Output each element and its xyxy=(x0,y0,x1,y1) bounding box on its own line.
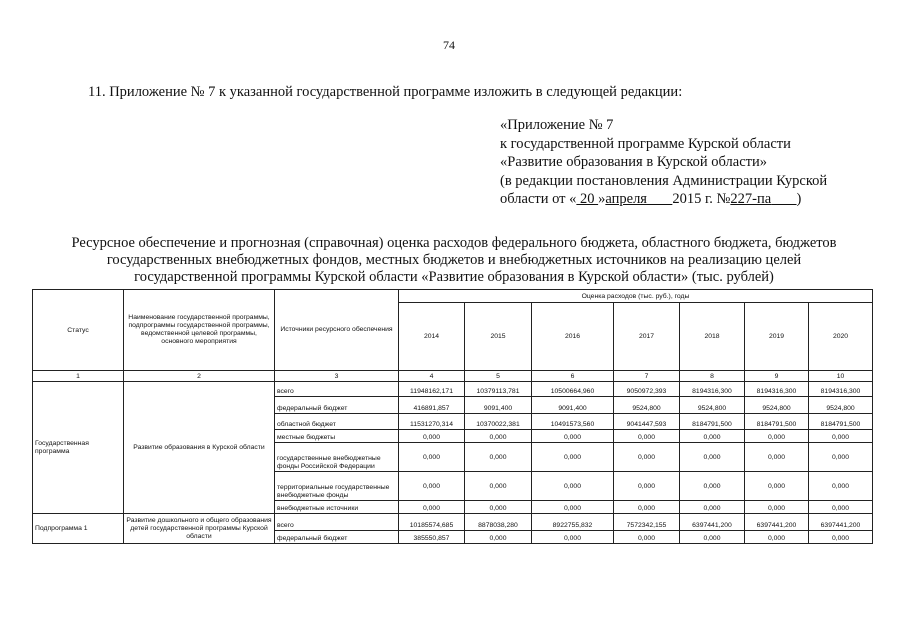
table-row xyxy=(33,514,873,531)
header-year: 2015 xyxy=(465,303,532,371)
header-status: Статус xyxy=(33,290,124,371)
source-cell: всего xyxy=(275,382,399,397)
column-number: 7 xyxy=(614,371,680,382)
value-cell: 9524,800 xyxy=(809,397,873,414)
value-cell: 0,000 xyxy=(614,430,680,443)
appendix-line: «Развитие образования в Курской области» xyxy=(500,154,768,170)
value-cell: 385550,857 xyxy=(399,531,465,544)
value-cell: 0,000 xyxy=(399,443,465,472)
value-cell: 0,000 xyxy=(399,501,465,514)
value-cell: 0,000 xyxy=(745,443,809,472)
appendix-line: к государственной программе Курской области xyxy=(500,135,791,152)
value-cell: 8194316,300 xyxy=(809,382,873,397)
source-cell: местные бюджеты xyxy=(275,430,399,443)
value-cell: 6397441,200 xyxy=(809,514,873,531)
value-cell: 0,000 xyxy=(809,501,873,514)
appendix-line: «Приложение № 7 xyxy=(500,117,614,133)
appendix-date-prefix: области от « xyxy=(500,191,577,207)
value-cell: 6397441,200 xyxy=(745,514,809,531)
amendment-paragraph: 11. Приложение № 7 к указанной государственной программе изложить в следующей редакции: xyxy=(88,84,683,100)
header-sources: Источники ресурсного обеспечения xyxy=(275,290,399,371)
value-cell: 8922755,832 xyxy=(532,514,614,531)
value-cell: 9041447,593 xyxy=(614,414,680,430)
header-year: 2020 xyxy=(809,303,873,371)
source-cell: областной бюджет xyxy=(275,414,399,430)
header-year: 2014 xyxy=(399,303,465,371)
header-year: 2017 xyxy=(614,303,680,371)
value-cell: 8194316,300 xyxy=(745,382,809,397)
value-cell: 0,000 xyxy=(809,472,873,501)
column-number: 8 xyxy=(680,371,745,382)
value-cell: 0,000 xyxy=(745,472,809,501)
appendix-note xyxy=(500,116,827,209)
column-number: 3 xyxy=(275,371,399,382)
value-cell: 6397441,200 xyxy=(680,514,745,531)
header-year: 2019 xyxy=(745,303,809,371)
source-cell: всего xyxy=(275,514,399,531)
number-value: 227-па xyxy=(730,191,772,207)
value-cell: 0,000 xyxy=(809,430,873,443)
value-cell: 9524,800 xyxy=(745,397,809,414)
value-cell: 0,000 xyxy=(465,501,532,514)
value-cell: 0,000 xyxy=(680,501,745,514)
value-cell: 10379113,781 xyxy=(465,382,532,397)
column-number: 2 xyxy=(124,371,275,382)
value-cell: 8194316,300 xyxy=(680,382,745,397)
appendix-month xyxy=(605,191,672,207)
value-cell: 0,000 xyxy=(465,472,532,501)
column-number: 1 xyxy=(33,371,124,382)
month-value: апреля xyxy=(605,191,647,207)
value-cell: 0,000 xyxy=(745,531,809,544)
value-cell: 8878038,280 xyxy=(465,514,532,531)
value-cell: 0,000 xyxy=(809,531,873,544)
heading-line: государственной программы Курской области «Развитие образования в Курской области» (тыс. рублей) xyxy=(134,269,774,285)
source-cell: федеральный бюджет xyxy=(275,397,399,414)
column-number: 4 xyxy=(399,371,465,382)
table-heading xyxy=(24,235,884,286)
value-cell: 0,000 xyxy=(399,472,465,501)
value-cell: 0,000 xyxy=(680,430,745,443)
resource-table xyxy=(32,289,873,544)
value-cell: 10491573,560 xyxy=(532,414,614,430)
appendix-day xyxy=(576,191,598,207)
value-cell: 0,000 xyxy=(465,430,532,443)
appendix-line: (в редакции постановления Администрации Курской xyxy=(500,172,828,189)
source-cell: территориальные государственные внебюджетные фонды xyxy=(275,472,399,501)
column-number: 10 xyxy=(809,371,873,382)
value-cell: 11531270,314 xyxy=(399,414,465,430)
value-cell: 11948162,171 xyxy=(399,382,465,397)
appendix-year: 2015 г. № xyxy=(672,191,731,207)
value-cell: 9091,400 xyxy=(532,397,614,414)
value-cell: 8184791,500 xyxy=(680,414,745,430)
value-cell: 0,000 xyxy=(532,443,614,472)
value-cell: 0,000 xyxy=(614,501,680,514)
value-cell: 416891,857 xyxy=(399,397,465,414)
column-number: 6 xyxy=(532,371,614,382)
value-cell: 0,000 xyxy=(465,443,532,472)
value-cell: 0,000 xyxy=(745,430,809,443)
source-cell: государственные внебюджетные фонды Российской Федерации xyxy=(275,443,399,472)
subprogram-name: Развитие дошкольного и общего образования детей государственной программы Курской области xyxy=(124,514,275,544)
value-cell: 10370022,381 xyxy=(465,414,532,430)
appendix-month-prefix: » xyxy=(598,191,606,207)
column-number: 5 xyxy=(465,371,532,382)
value-cell: 0,000 xyxy=(532,501,614,514)
value-cell: 0,000 xyxy=(745,501,809,514)
column-number: 9 xyxy=(745,371,809,382)
value-cell: 0,000 xyxy=(532,472,614,501)
value-cell: 0,000 xyxy=(614,472,680,501)
value-cell: 9091,400 xyxy=(465,397,532,414)
heading-line: государственных внебюджетных фондов, местных бюджетов и внебюджетных источников на реализацию целей xyxy=(106,252,802,268)
header-name: Наименование государственной программы, подпрограммы государственной программы, ведомственной целевой программы, основного мероприятия xyxy=(124,290,275,371)
value-cell: 0,000 xyxy=(465,531,532,544)
table-row xyxy=(33,382,873,397)
value-cell: 0,000 xyxy=(399,430,465,443)
program-status: Государственная программа xyxy=(33,382,124,514)
value-cell: 0,000 xyxy=(680,443,745,472)
day-value: 20 xyxy=(580,191,595,207)
value-cell: 10185574,685 xyxy=(399,514,465,531)
column-number-row xyxy=(33,371,873,382)
appendix-close: ) xyxy=(796,191,802,207)
program-name: Развитие образования в Курской области xyxy=(124,382,275,514)
value-cell: 9524,800 xyxy=(614,397,680,414)
value-cell: 0,000 xyxy=(809,443,873,472)
value-cell: 0,000 xyxy=(614,443,680,472)
source-cell: федеральный бюджет xyxy=(275,531,399,544)
header-year: 2016 xyxy=(532,303,614,371)
value-cell: 9050972,393 xyxy=(614,382,680,397)
value-cell: 0,000 xyxy=(680,472,745,501)
value-cell: 9524,800 xyxy=(680,397,745,414)
header-estimate: Оценка расходов (тыс. руб.), годы xyxy=(399,290,873,303)
value-cell: 0,000 xyxy=(532,430,614,443)
page-number: 74 xyxy=(443,38,455,52)
header-year: 2018 xyxy=(680,303,745,371)
appendix-number xyxy=(730,191,796,207)
subprogram-status: Подпрограмма 1 xyxy=(33,514,124,544)
value-cell: 8184791,500 xyxy=(809,414,873,430)
appendix-line xyxy=(500,190,827,209)
source-cell: внебюджетные источники xyxy=(275,501,399,514)
value-cell: 0,000 xyxy=(532,531,614,544)
heading-line: Ресурсное обеспечение и прогнозная (справочная) оценка расходов федерального бюджета, областного бюджета, бюджетов xyxy=(71,235,837,251)
value-cell: 10500664,960 xyxy=(532,382,614,397)
value-cell: 0,000 xyxy=(614,531,680,544)
value-cell: 7572342,155 xyxy=(614,514,680,531)
value-cell: 0,000 xyxy=(680,531,745,544)
value-cell: 8184791,500 xyxy=(745,414,809,430)
